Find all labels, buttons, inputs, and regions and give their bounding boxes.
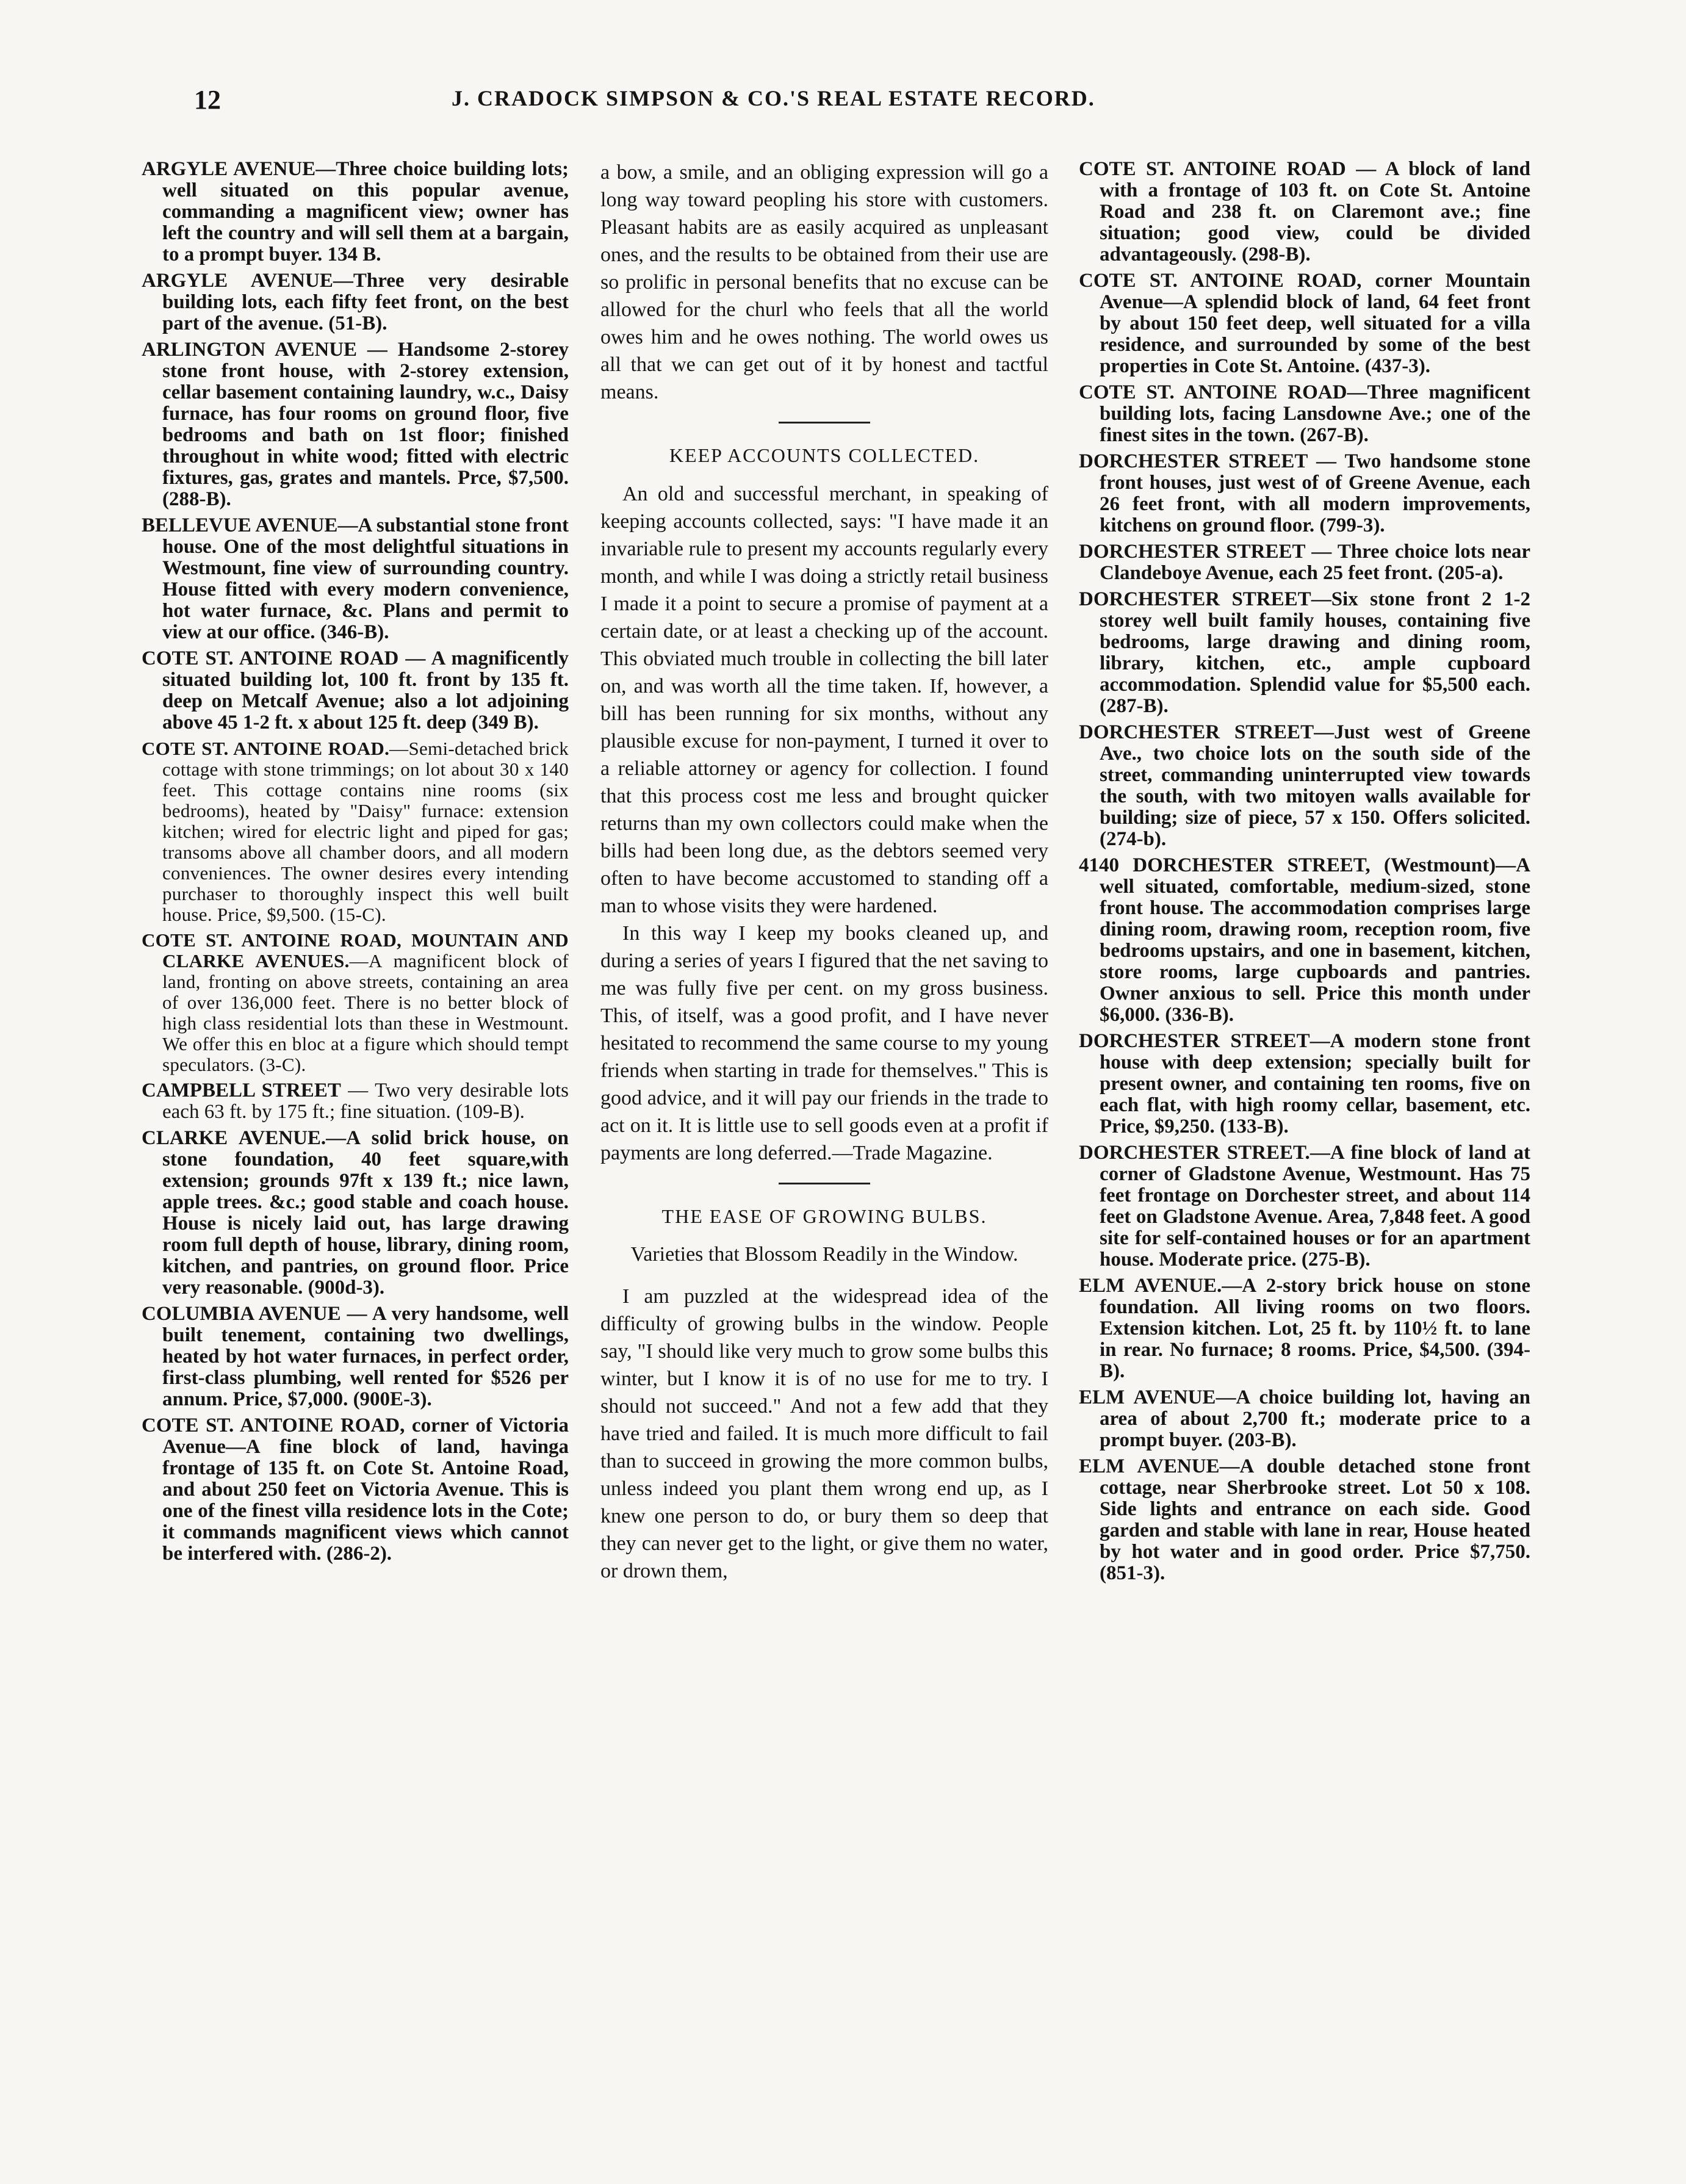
article-paragraph: An old and successful merchant, in speaking of keeping accounts collected, says: "I have made it an invariable rule to present my accounts regularly every month, and while I was doing a strictly retail business I made it a point to secure a promise of payment at a certain date, or at least a checking up of the account. This obviated much trouble in collecting the bill later on, and was worth all the time taken. If, however, a bill has been running for six months, without any plausible excuse for non-payment, I turned it over to a reliable attorney or agency for collection. I found that this process cost me less and brought quicker returns than my own collectors could make when the bills had been long due, as the debtors seemed very often to have become accustomed to standing off a man to whose visits they were hardened.: [600, 483, 1048, 917]
listing: [142, 930, 569, 1075]
listing-street: COTE ST. ANTOINE ROAD: [1079, 159, 1346, 180]
listing-street: ARGYLE AVENUE: [142, 270, 333, 292]
listing-text: —A 2-story brick house on stone foundation. All living rooms on two floors. Extension kitchen. Lot, 25 ft. by 110½ ft. to lane in rear. No furnace; 8 rooms. Price, $4,500. (394-B).: [1100, 1275, 1530, 1382]
right-column: [1079, 159, 1530, 2124]
listing-street: DORCHESTER STREET: [1079, 588, 1311, 610]
listing: [1079, 1456, 1530, 1584]
listing: [1079, 451, 1530, 536]
listing: [1079, 382, 1530, 446]
listing-street: COTE ST. ANTOINE ROAD: [1079, 381, 1347, 403]
listing-street: COTE ST. ANTOINE ROAD,: [1079, 270, 1362, 292]
listing: [1079, 1275, 1530, 1382]
listing-street: COTE ST. ANTOINE ROAD,: [142, 1415, 405, 1436]
listing: [142, 1128, 569, 1299]
listing: [142, 1303, 569, 1410]
listing-text: — A magnificently situated building lot, 100 ft. front by 135 ft. deep on Metcalf Avenue; also a lot adjoining above 45 1-2 ft. x about 125 ft. deep (349 B).: [162, 647, 569, 733]
left-column: [142, 159, 569, 2124]
listing: [1079, 1031, 1530, 1137]
middle-column: [600, 159, 1048, 2124]
listing-text: — Two very desirable lots each 63 ft. by 175 ft.; fine situation. (109-B).: [162, 1079, 569, 1123]
listing-text: — Three choice lots near Clandeboye Avenue, each 25 feet front. (205-a).: [1100, 541, 1530, 584]
listing: [142, 270, 569, 334]
listing: [142, 738, 569, 925]
article-title: THE EASE OF GROWING BULBS.: [661, 1205, 987, 1227]
listing-text: —Six stone front 2 1-2 storey well built family houses, containing five bedrooms, large drawing and dining room, library, kitchen, etc., ample cupboard accommodation. Splendid value for $5,500 each. (287-B).: [1100, 588, 1530, 717]
listing-street: COTE ST. ANTOINE ROAD.: [142, 738, 390, 759]
listing-street: ELM AVENUE: [1079, 1455, 1220, 1477]
listing: [1079, 855, 1530, 1026]
article-paragraph: In this way I keep my books cleaned up, and during a series of years I figured that the net saving to me was fully five per cent. on my gross business. This, of itself, was a good profit, and I have never hesitated to recommend the same course to my young friends when starting in trade for themselves." This is good advice, and it will pay our friends in the trade to act on it. It is little use to sell goods even at a profit if payments are long deferred.—Trade Magazine.: [600, 922, 1048, 1164]
listing-street: DORCHESTER STREET: [1079, 721, 1314, 743]
listing: [1079, 1142, 1530, 1270]
running-head: J. CRADOCK SIMPSON & CO.'S REAL ESTATE RECORD.: [452, 86, 1095, 110]
listing-text: —A magnificent block of land, fronting on above streets, containing an area of over 136,000 feet. There is no better block of high class residential lots than these in Westmount. We offer this en bloc at a figure which should tempt speculators. (3-C).: [162, 950, 569, 1075]
section-divider: [779, 1183, 870, 1184]
article-title: KEEP ACCOUNTS COLLECTED.: [669, 444, 980, 466]
listing-text: —A choice building lot, having an area of about 2,700 ft.; moderate price to a prompt buyer. (203-B).: [1100, 1386, 1530, 1451]
listing-street: ARLINGTON AVENUE: [142, 339, 358, 361]
article-paragraph: I am puzzled at the widespread idea of the difficulty of growing bulbs in the window. People say, "I should like very much to grow some bulbs this winter, but I know it is of no use for me to try. I should not succeed." And not a few add that they have tried and failed. It is much more difficult to fail than to succeed in growing the more common bulbs, unless indeed you plant them wrong end up, as I knew one person to do, or bury them so deep that they can never get to the light, or give them no water, or drown them,: [600, 1285, 1048, 1582]
listing-text: —A substantial stone front house. One of the most delightful situations in Westmount, fine view of surrounding country. House fitted with every modern convenience, hot water furnace, &c. Plans and permit to view at our office. (346-B).: [162, 514, 569, 643]
listing: [142, 1415, 569, 1565]
listing-text: corner Mountain Avenue—A splendid block of land, 64 feet front by about 150 feet deep, well situated for a villa residence, and surrounded by some of the best properties in Cote St. Antoine. (437-3).: [1100, 270, 1530, 377]
listing-text: —Three magnificent building lots, facing Lansdowne Ave.; one of the finest sites in the town. (267-B).: [1100, 381, 1530, 446]
listing-street: CLARKE AVENUE.: [142, 1127, 326, 1149]
listing: [142, 515, 569, 643]
listing-street: COTE ST. ANTOINE ROAD, MOUNTAIN AND CLARKE AVENUES.: [142, 929, 569, 971]
listing-text: — A block of land with a frontage of 103 ft. on Cote St. Antoine Road and 238 ft. on Claremont ave.; fine situation; good view, could be divided advantageously. (298-B).: [1100, 159, 1530, 265]
listing-street: DORCHESTER STREET: [1079, 541, 1305, 563]
listing-text: (Westmount)—A well situated, comfortable, medium-sized, stone front house. The accommodation comprises large dining room, drawing room, reception room, five bedrooms upstairs, and one in basement, kitchen, store rooms, large cupboards and pantries. Owner anxious to sell. Price this month under $6,000. (336-B).: [1100, 854, 1530, 1026]
listing-street: DORCHESTER STREET: [1079, 450, 1308, 472]
listing: [1079, 722, 1530, 850]
listing-street: CAMPBELL STREET: [142, 1079, 341, 1101]
listing: [142, 339, 569, 510]
article-subtitle: Varieties that Blossom Readily in the Window.: [630, 1243, 1018, 1266]
listing-text: —A modern stone front house with deep extension; specially built for present owner, and containing ten rooms, five on each flat, with high roomy cellar, basement, etc. Price, $9,250. (133-B).: [1100, 1030, 1530, 1137]
listing-text: — Handsome 2-storey stone front house, with 2-storey extension, cellar basement containing laundry, w.c., Daisy furnace, has four rooms on ground floor, five bedrooms and bath on 1st floor; finished throughout in white wood; fitted with electric fixtures, gas, grates and mantels. Prce, $7,500. (288-B).: [162, 339, 569, 510]
listing-text: — A very handsome, well built tenement, containing two dwellings, heated by hot water furnaces, in perfect order, first-class plumbing, well rented for $526 per annum. Price, $7,000. (900E-3).: [162, 1303, 569, 1410]
listing: [1079, 541, 1530, 584]
listing-street: ELM AVENUE.: [1079, 1275, 1222, 1297]
listing-street: COLUMBIA AVENUE: [142, 1303, 341, 1325]
listing-text: —A solid brick house, on stone foundation, 40 feet square,with extension; grounds 97ft x 139 ft.; nice lawn, apple trees. &c.; good stable and coach house. House is nicely laid out, has large drawing room full depth of house, library, dining room, kitchen, and pantries, on ground floor. Price very reasonable. (900d-3).: [162, 1127, 569, 1299]
listing: [142, 1080, 569, 1123]
listing-text: —A fine block of land at corner of Gladstone Avenue, Westmount. Has 75 feet frontage on Dorchester street, and about 114 feet on Gladstone Avenue. Area, 7,848 feet. A good site for self-contained houses or for an apartment house. Moderate price. (275-B).: [1100, 1142, 1530, 1270]
listing-street: ELM AVENUE: [1079, 1386, 1216, 1408]
listing-text: corner of Victoria Avenue—A fine block of land, havinga frontage of 135 ft. on Cote St. Antoine Road, and about 250 feet on Victoria Avenue. This is one of the finest villa residence lots in the Cote; it commands magnificent views which cannot be interfered with. (286-2).: [162, 1415, 569, 1565]
listing-text: —Just west of Greene Ave., two choice lots on the south side of the street, commanding uninterrupted view towards the south, with two mitoyen walls available for building; size of piece, 57 x 150. Offers solicited. (274-b).: [1100, 721, 1530, 850]
article-paragraph: a bow, a smile, and an obliging expression will go a long way toward peopling his store with customers. Pleasant habits are as easily acquired as unpleasant ones, and the results to be obtained from their use are so prolific in personal benefits that no excuse can be allowed for the churl who feels that all the world owes him and he owes nothing. The world owes us all that we can get out of it by honest and tactful means.: [600, 161, 1048, 403]
listing: [142, 648, 569, 733]
listing: [1079, 589, 1530, 717]
listing-street: BELLEVUE AVENUE: [142, 514, 338, 536]
listing-text: —Three very desirable building lots, each fifty feet front, on the best part of the avenue. (51-B).: [162, 270, 569, 334]
listing-street: COTE ST. ANTOINE ROAD: [142, 647, 399, 669]
listing: [1079, 270, 1530, 377]
page-number: 12: [194, 85, 221, 115]
listing: [1079, 159, 1530, 265]
listing-street: 4140 DORCHESTER STREET,: [1079, 854, 1371, 876]
listing-text: —A double detached stone front cottage, near Sherbrooke street. Lot 50 x 108. Side lights and entrance on each side. Good garden and stable with lane in rear, House heated by hot water and in good order. Price $7,750. (851-3).: [1100, 1455, 1530, 1584]
listing: [1079, 1387, 1530, 1451]
listing-text: —Three choice building lots; well situated on this popular avenue, commanding a magnificent view; owner has left the country and will sell them at a bargain, to a prompt buyer. 134 B.: [162, 159, 569, 265]
listing-street: DORCHESTER STREET.: [1079, 1142, 1310, 1164]
listing: [142, 159, 569, 265]
listing-text: —Semi-detached brick cottage with stone trimmings; on lot about 30 x 140 feet. This cottage contains nine rooms (six bedrooms), heated by "Daisy" furnace: extension kitchen; wired for electric light and piped for gas; transoms above all chamber doors, and all modern conveniences. The owner desires every intending purchaser to thoroughly inspect this well built house. Price, $9,500. (15-C).: [162, 738, 569, 925]
listing-street: ARGYLE AVENUE: [142, 159, 316, 180]
listing-street: DORCHESTER STREET: [1079, 1030, 1310, 1052]
listing-text: — Two handsome stone front houses, just west of of Greene Avenue, each 26 feet front, with all modern improvements, kitchens on ground floor. (799-3).: [1100, 450, 1530, 536]
section-divider: [779, 422, 870, 423]
